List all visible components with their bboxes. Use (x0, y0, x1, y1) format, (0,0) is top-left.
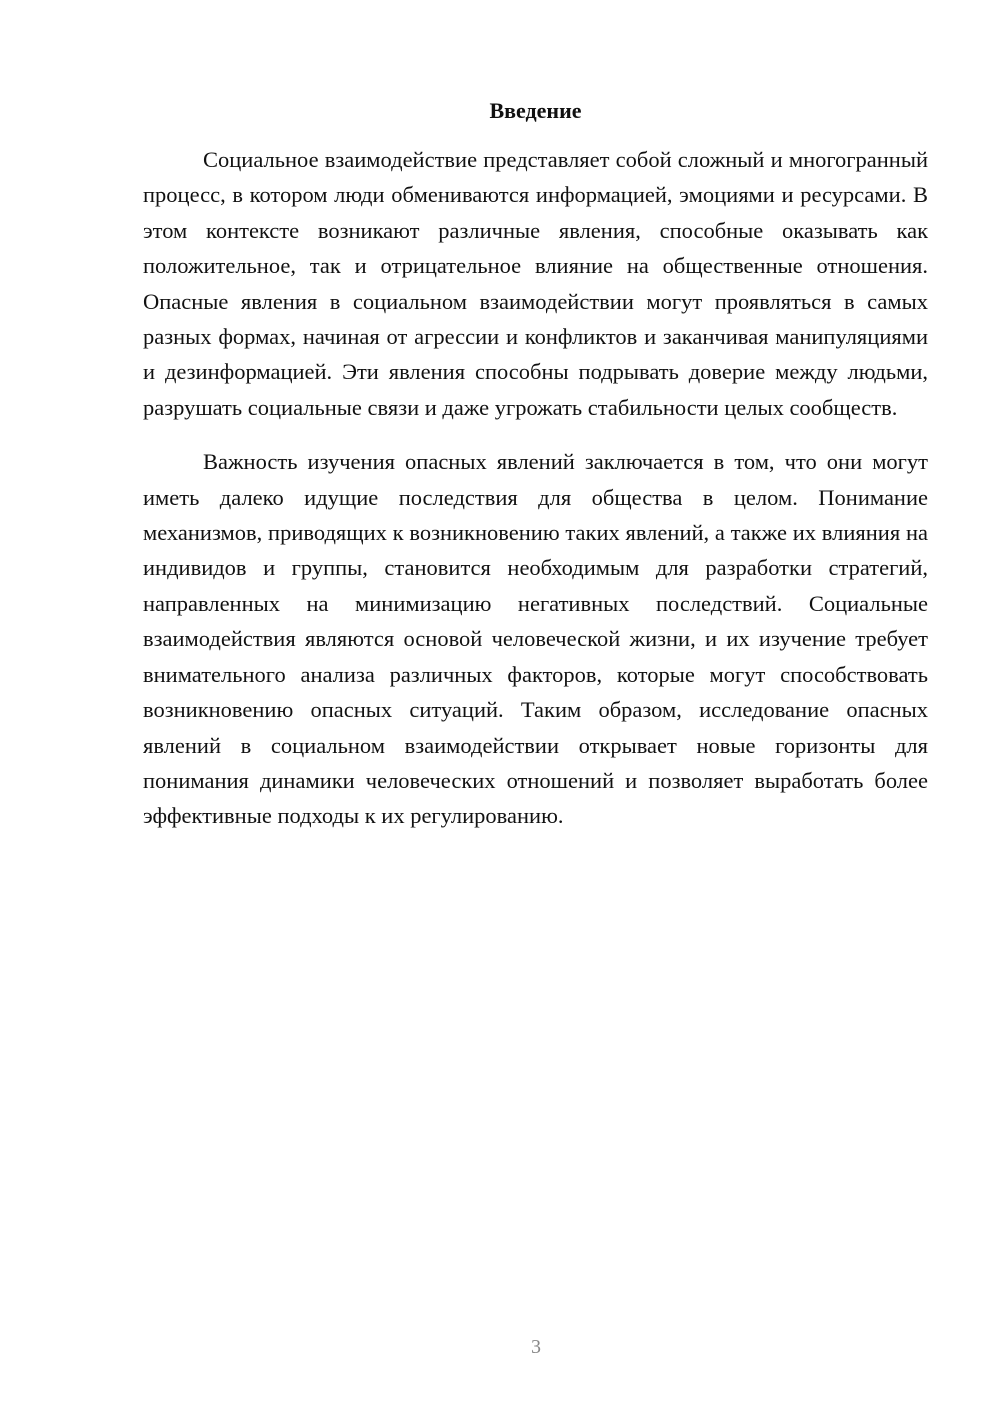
paragraph-1: Социальное взаимодействие представляет собой сложный и многогранный процесс, в котором люди обмениваются информацией, эмоциями и ресурсами. В этом контексте возникают различные явления, способные оказывать как положительное, так и отрицательное влияние на общественные отношения. Опасные явления в социальном взаимодействии могут проявляться в самых разных формах, начиная от агрессии и конфликтов и заканчивая манипуляциями и дезинформацией. Эти явления способны подрывать доверие между людьми, разрушать социальные связи и даже угрожать стабильности целых сообществ. (143, 147, 928, 420)
section-title: Введение (489, 98, 582, 123)
page-number: 3 (531, 1336, 541, 1358)
body-text (143, 142, 928, 853)
paragraph-2: Важность изучения опасных явлений заключается в том, что они могут иметь далеко идущие последствия для общества в целом. Понимание механизмов, приводящих к возникновению таких явлений, а также их влияния на индивидов и группы, становится необходимым для разработки стратегий, направленных на минимизацию негативных последствий. Социальные взаимодействия являются основой человеческой жизни, и их изучение требует внимательного анализа различных факторов, которые могут способствовать возникновению опасных ситуаций. Таким образом, исследование опасных явлений в социальном взаимодействии открывает новые горизонты для понимания динамики человеческих отношений и позволяет выработать более эффективные подходы к их регулированию. (143, 449, 928, 829)
